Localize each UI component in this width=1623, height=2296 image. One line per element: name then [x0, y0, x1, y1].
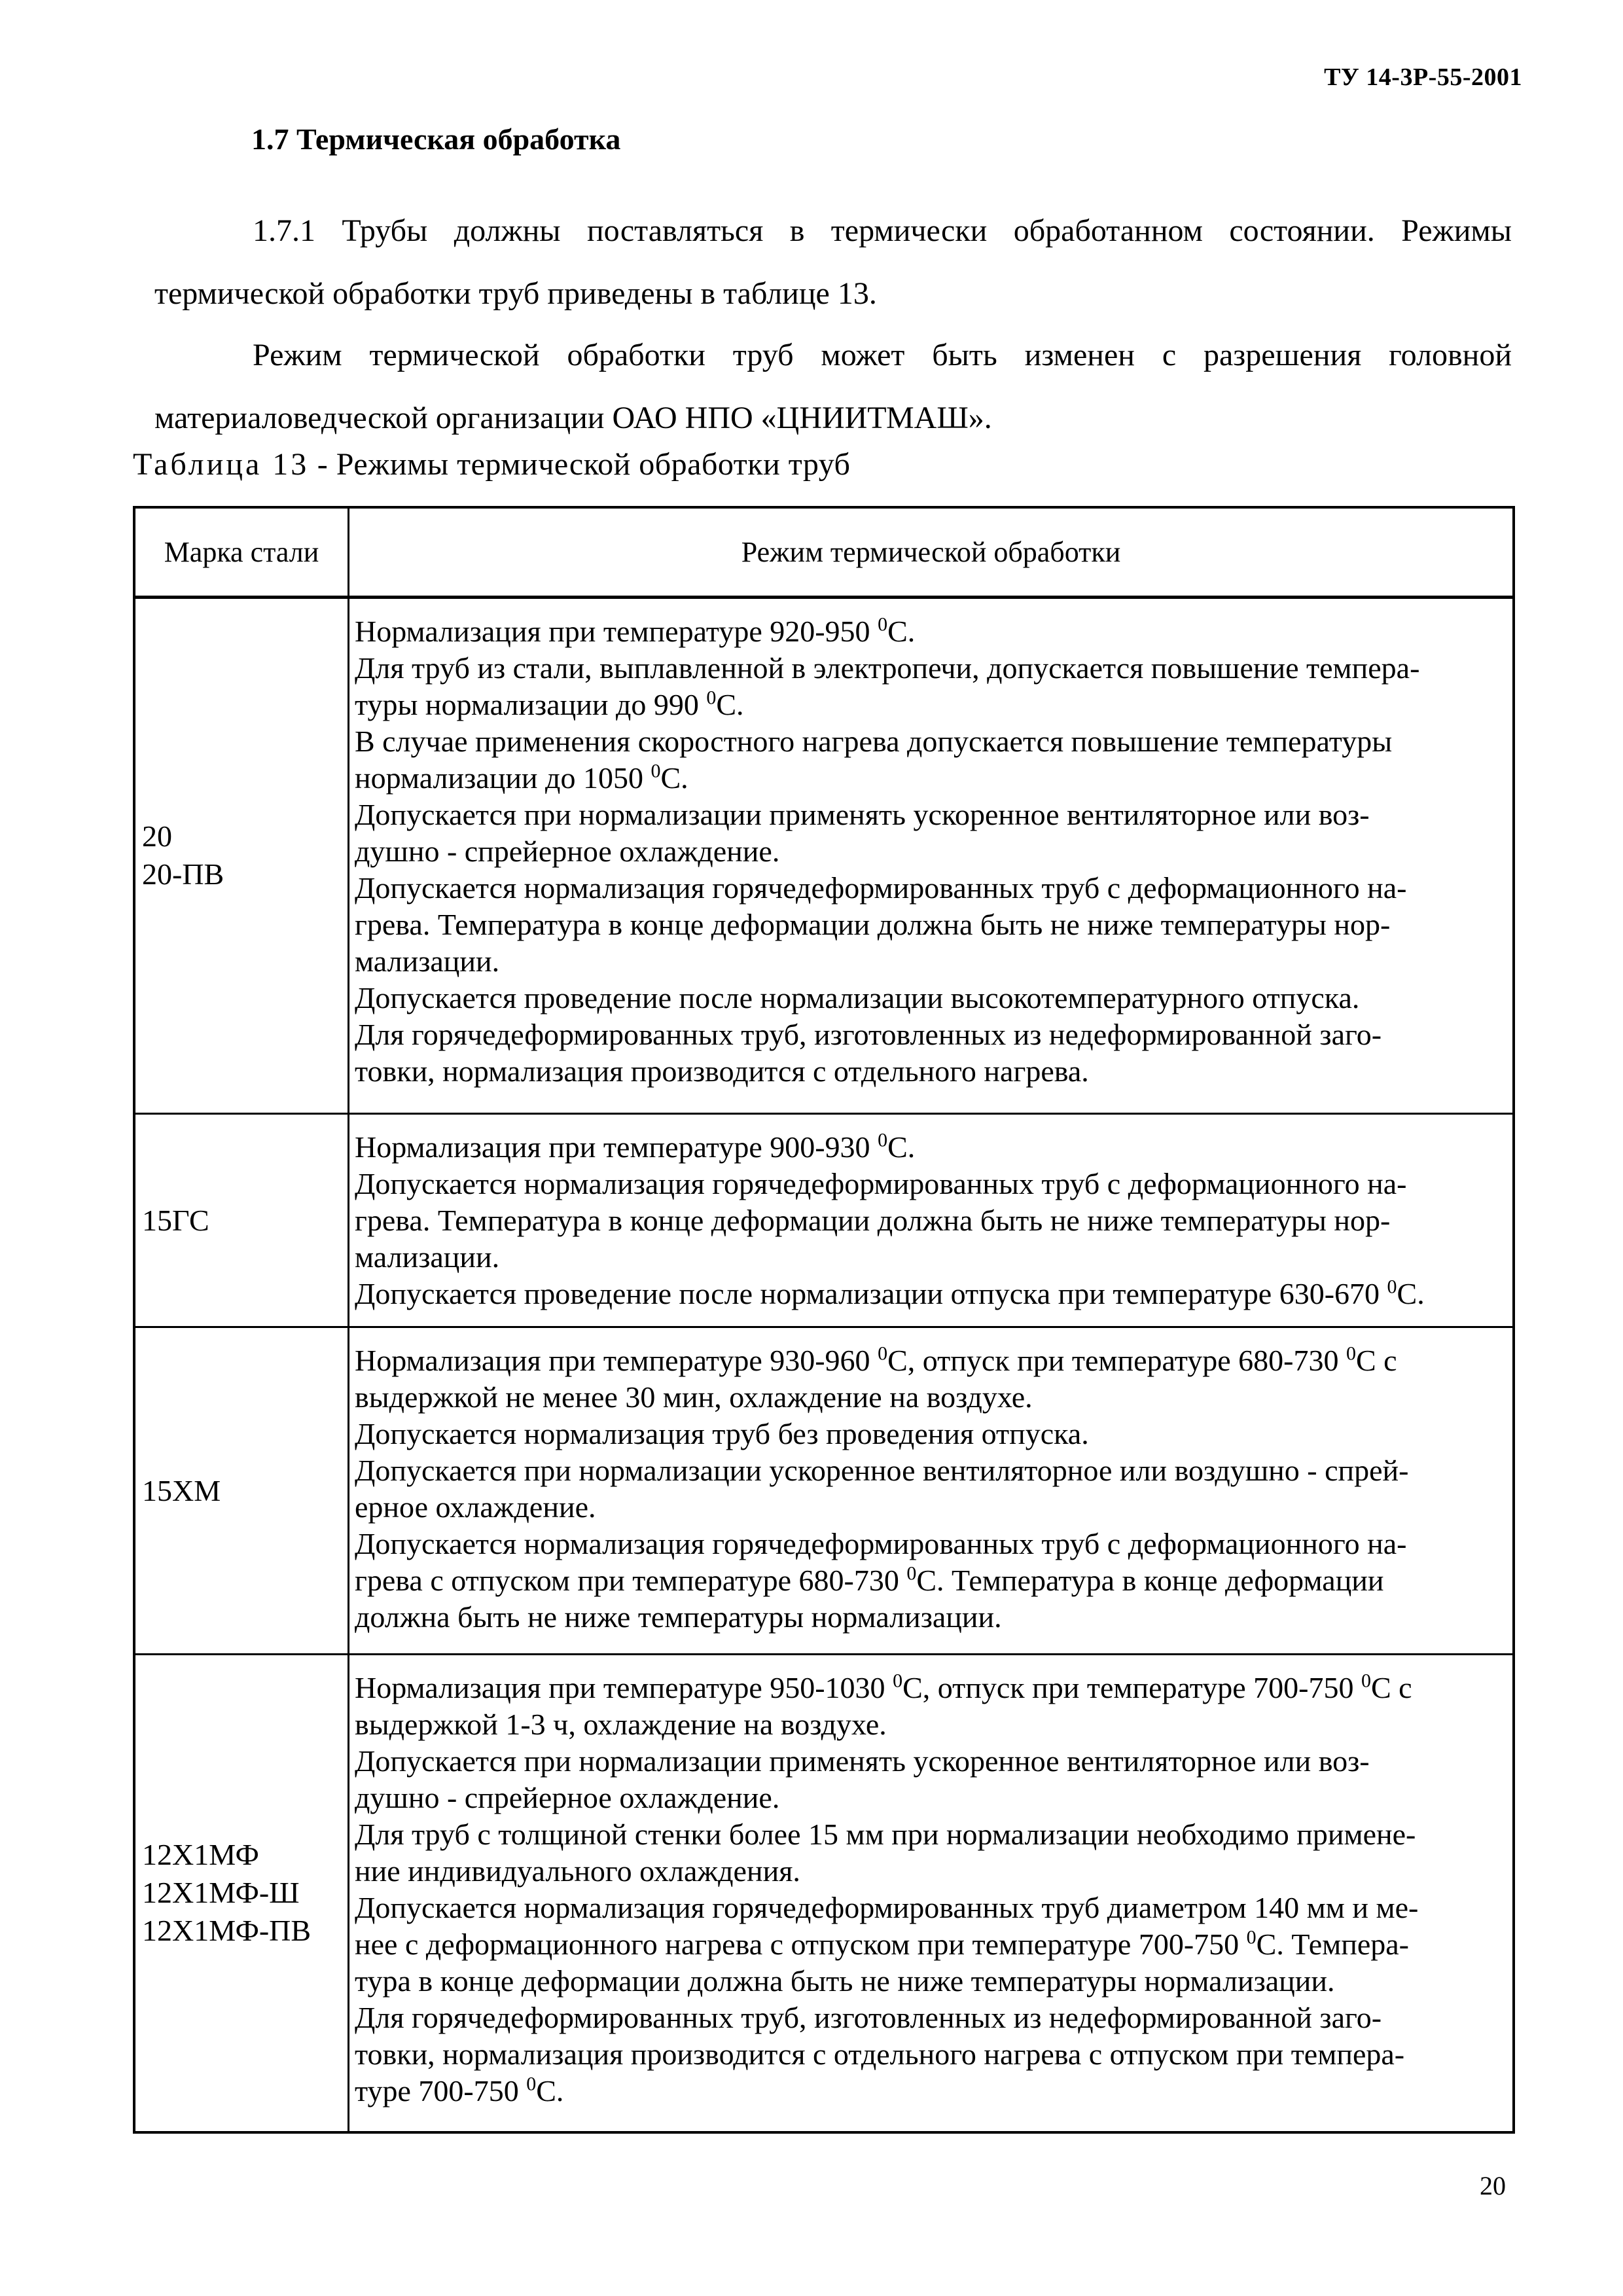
steel-grade: 12Х1МФ-Ш [142, 1876, 300, 1910]
treatment-mode-line: Допускается нормализация горячедеформированных труб диаметром 140 мм и ме- [355, 1890, 1419, 1924]
treatment-mode-line: Нормализация при температуре 930-960 $^0$С, отпуск при температуре 680-730 $^0$С с [355, 1342, 1397, 1378]
steel-grade: 20-ПВ [142, 857, 224, 891]
table-row [134, 1654, 1514, 2132]
treatment-mode-line: Для труб из стали, выплавленной в электропечи, допускается повышение темпера- [355, 651, 1420, 685]
treatment-mode-line: Для труб с толщиной стенки более 15 мм при нормализации необходимо примене- [355, 1817, 1416, 1851]
table-header-row [134, 507, 1514, 598]
table-caption [133, 446, 850, 482]
treatment-mode-line: туре 700-750 $^0$С. [355, 2073, 564, 2108]
treatment-mode-line: Допускается нормализация горячедеформированных труб с деформационного на- [355, 871, 1407, 905]
section-heading: 1.7 Термическая обработка [251, 122, 621, 156]
heat-treatment-table [133, 506, 1515, 2134]
treatment-mode-line: грева. Температура в конце деформации должна быть не ниже температуры нор- [355, 1203, 1391, 1237]
treatment-mode-line: Допускается проведение после нормализации отпуска при температуре 630-670 $^0$С. [355, 1276, 1425, 1310]
paragraph-text: 1.7.1 Трубы должны поставляться в термически обработанном состоянии. Режимы термической обработки труб приведены в таблице 13. [154, 213, 1512, 311]
degree-sign: 0 [906, 1562, 917, 1585]
degree-sign: 0 [893, 1670, 903, 1692]
treatment-mode-line: Для горячедеформированных труб, изготовленных из недеформированной заго- [355, 1018, 1382, 1051]
treatment-mode-line: Нормализация при температуре 900-930 $^0$С. [355, 1129, 916, 1164]
treatment-mode-cell [349, 1327, 1514, 1654]
treatment-mode-line: В случае применения скоростного нагрева допускается повышение температуры [355, 725, 1393, 758]
treatment-mode-line: душно - спрейерное охлаждение. [355, 834, 780, 868]
treatment-mode-line: товки, нормализация производится с отдельного нагрева с отпуском при темпера- [355, 2037, 1405, 2071]
treatment-mode-line: выдержкой 1-3 ч, охлаждение на воздухе. [355, 1707, 887, 1741]
table-body [134, 598, 1514, 2133]
steel-grade-cell [134, 1654, 349, 2132]
treatment-mode-line: должна быть не ниже температуры нормализации. [355, 1600, 1002, 1634]
treatment-mode-line: нее с деформационного нагрева с отпуском при температуре 700-750 $^0$С. Темпера- [355, 1926, 1409, 1961]
treatment-mode-cell [349, 1654, 1514, 2132]
degree-sign: 0 [878, 613, 888, 636]
table-caption-text: - Режимы термической обработки труб [309, 447, 851, 482]
treatment-mode-line: Допускается при нормализации применять ускоренное вентиляторное или воз- [355, 1744, 1370, 1778]
treatment-mode-line: нормализации до 1050 $^0$С. [355, 760, 688, 795]
table-row [134, 1113, 1514, 1327]
paragraph-change-permission [154, 324, 1512, 450]
table-caption-label: Таблица 13 [133, 447, 310, 482]
treatment-mode-line: выдержкой не менее 30 мин, охлаждение на воздухе. [355, 1380, 1033, 1414]
degree-sign: 0 [1346, 1342, 1356, 1365]
treatment-mode-line: грева. Температура в конце деформации должна быть не ниже температуры нор- [355, 908, 1391, 941]
steel-grade-cell [134, 598, 349, 1114]
degree-sign: 0 [878, 1129, 888, 1151]
treatment-mode-line: Допускается при нормализации ускоренное вентиляторное или воздушно - спрей- [355, 1454, 1409, 1488]
treatment-mode-line: Допускается нормализация труб без проведения отпуска. [355, 1417, 1089, 1451]
treatment-mode-line: тура в конце деформации должна быть не ниже температуры нормализации. [355, 1964, 1335, 1998]
degree-sign: 0 [1387, 1276, 1397, 1298]
treatment-mode-line: Допускается проведение после нормализации высокотемпературного отпуска. [355, 981, 1360, 1014]
document-code: ТУ 14-3Р-55-2001 [1324, 63, 1522, 91]
treatment-mode-line: Допускается нормализация горячедеформированных труб с деформационного на- [355, 1166, 1407, 1200]
table-row [134, 598, 1514, 1114]
treatment-mode-cell [349, 1113, 1514, 1327]
paragraph-1-7-1 [154, 200, 1512, 325]
treatment-mode-line: ерное охлаждение. [355, 1490, 596, 1524]
treatment-mode-line: товки, нормализация производится с отдельного нагрева. [355, 1054, 1089, 1088]
degree-sign: 0 [1361, 1670, 1371, 1692]
treatment-mode-line: Допускается при нормализации применять ускоренное вентиляторное или воз- [355, 798, 1370, 831]
page-number: 20 [1480, 2171, 1506, 2200]
steel-grade: 15ГС [142, 1203, 209, 1237]
treatment-mode-line: грева с отпуском при температуре 680-730 $^0$С. Температура в конце деформации [355, 1562, 1384, 1598]
degree-sign: 0 [878, 1342, 888, 1365]
treatment-mode-line: ние индивидуального охлаждения. [355, 1854, 800, 1888]
steel-grade: 12Х1МФ-ПВ [142, 1914, 312, 1948]
treatment-mode-cell [349, 598, 1514, 1114]
table-row [134, 1327, 1514, 1654]
steel-grade: 12Х1МФ [142, 1838, 259, 1872]
header-treatment-mode: Режим термической обработки [349, 507, 1514, 598]
steel-grade: 15ХМ [142, 1473, 221, 1507]
treatment-mode-line: Нормализация при температуре 920-950 $^0$С. [355, 613, 916, 648]
treatment-mode-line: Для горячедеформированных труб, изготовленных из недеформированной заго- [355, 2000, 1382, 2034]
steel-grade-cell [134, 1327, 349, 1654]
treatment-mode-line: туры нормализации до 990 $^0$С. [355, 687, 744, 721]
degree-sign: 0 [706, 687, 717, 709]
degree-sign: 0 [651, 760, 661, 782]
paragraph-text: Режим термической обработки труб может быть изменен с разрешения головной материаловедческой организации ОАО НПО «ЦНИИТМАШ». [154, 338, 1512, 435]
degree-sign: 0 [526, 2073, 537, 2095]
steel-grade: 20 [142, 819, 172, 853]
steel-grade-cell [134, 1113, 349, 1327]
header-steel-grade: Марка стали [134, 507, 349, 598]
treatment-mode-line: мализации. [355, 1240, 500, 1274]
treatment-mode-line: душно - спрейерное охлаждение. [355, 1780, 780, 1814]
treatment-mode-line: Допускается нормализация горячедеформированных труб с деформационного на- [355, 1527, 1407, 1561]
treatment-mode-line: Нормализация при температуре 950-1030 $^0$С, отпуск при температуре 700-750 $^0$С с [355, 1670, 1412, 1704]
degree-sign: 0 [1246, 1926, 1257, 1948]
treatment-mode-line: мализации. [355, 944, 500, 978]
